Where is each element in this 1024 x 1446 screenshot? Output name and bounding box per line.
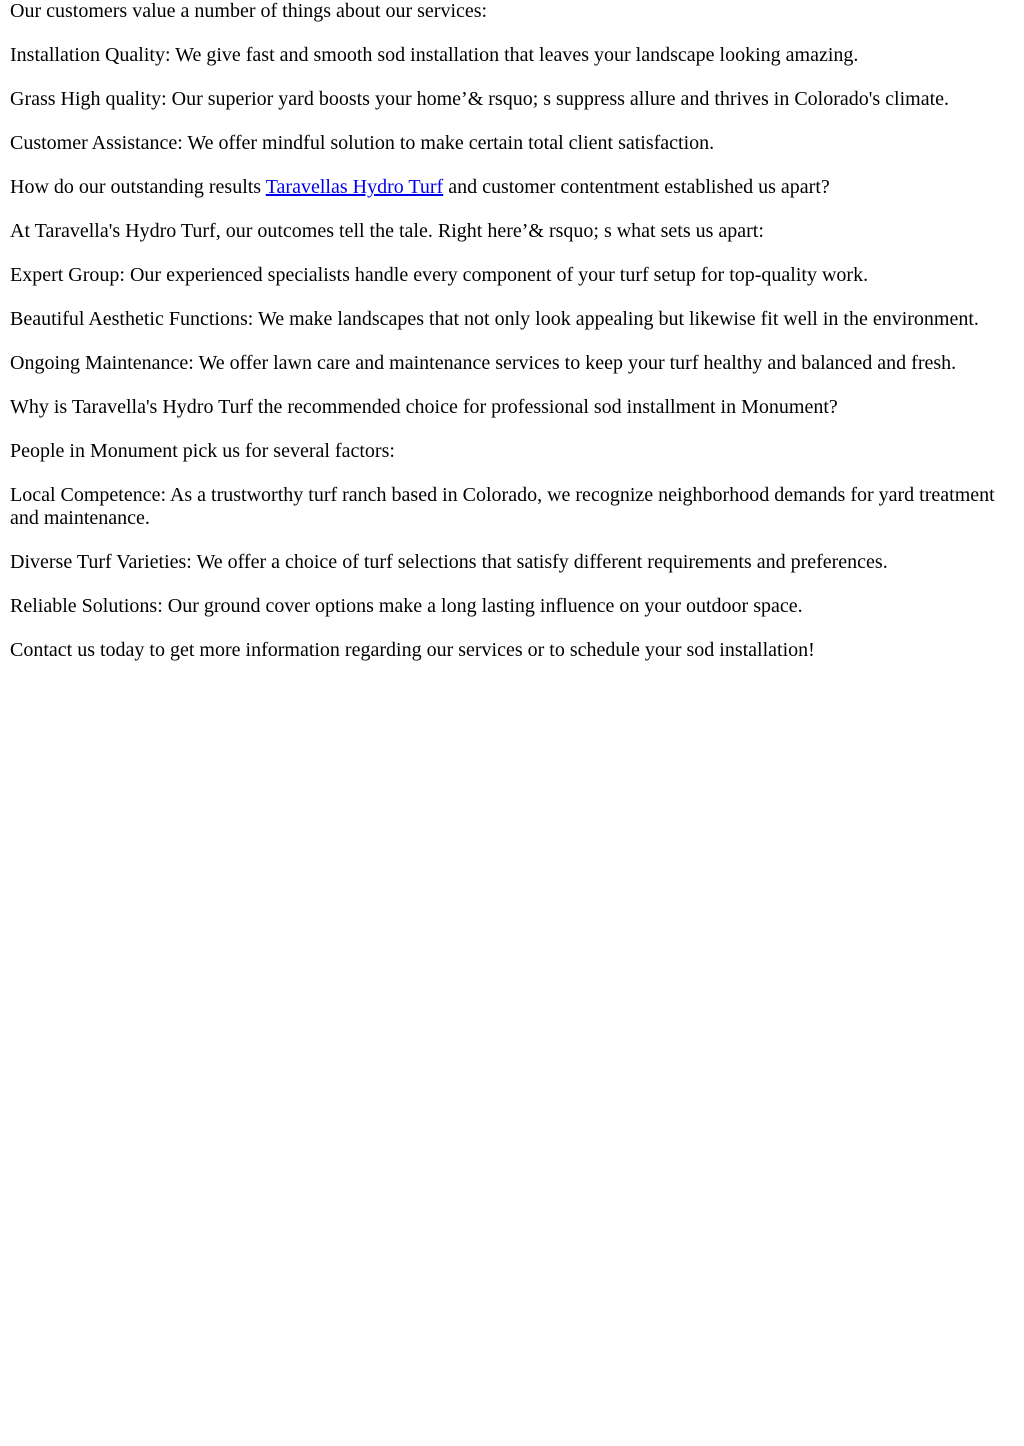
paragraph-outstanding-results xyxy=(10,176,1014,199)
paragraph-ongoing-maintenance: Ongoing Maintenance: We offer lawn care and maintenance services to keep your turf healthy and balanced and fresh. xyxy=(10,352,957,374)
paragraph-diverse-varieties: Diverse Turf Varieties: We offer a choice of turf selections that satisfy different requirements and preferences. xyxy=(10,551,888,573)
link-paragraph-before: How do our outstanding results xyxy=(10,176,266,198)
paragraph-intro: Our customers value a number of things about our services: xyxy=(10,0,488,22)
paragraph-installation-quality: Installation Quality: We give fast and smooth sod installation that leaves your landscape looking amazing. xyxy=(10,44,859,66)
paragraph-contact-us: Contact us today to get more information regarding our services or to schedule your sod installation! xyxy=(10,639,815,661)
link-paragraph-after: and customer contentment established us apart? xyxy=(443,176,830,198)
document-body xyxy=(10,0,1014,662)
paragraph-people-pick: People in Monument pick us for several factors: xyxy=(10,440,395,462)
paragraph-outcomes: At Taravella's Hydro Turf, our outcomes tell the tale. Right here’& rsquo; s what sets us apart: xyxy=(10,220,764,242)
paragraph-grass-quality: Grass High quality: Our superior yard boosts your home’& rsquo; s suppress allure and thrives in Colorado's climate. xyxy=(10,88,950,110)
paragraph-why-choice: Why is Taravella's Hydro Turf the recommended choice for professional sod installment in Monument? xyxy=(10,396,838,418)
paragraph-local-competence: Local Competence: As a trustworthy turf ranch based in Colorado, we recognize neighborhood demands for yard treatment and maintenance. xyxy=(10,484,995,529)
paragraph-aesthetic-functions: Beautiful Aesthetic Functions: We make landscapes that not only look appealing but likewise fit well in the environment. xyxy=(10,308,979,330)
paragraph-expert-group: Expert Group: Our experienced specialists handle every component of your turf setup for top-quality work. xyxy=(10,264,869,286)
paragraph-customer-assistance: Customer Assistance: We offer mindful solution to make certain total client satisfaction. xyxy=(10,132,715,154)
paragraph-reliable-solutions: Reliable Solutions: Our ground cover options make a long lasting influence on your outdoor space. xyxy=(10,595,803,617)
taravellas-hydro-turf-link[interactable]: Taravellas Hydro Turf xyxy=(265,176,444,198)
